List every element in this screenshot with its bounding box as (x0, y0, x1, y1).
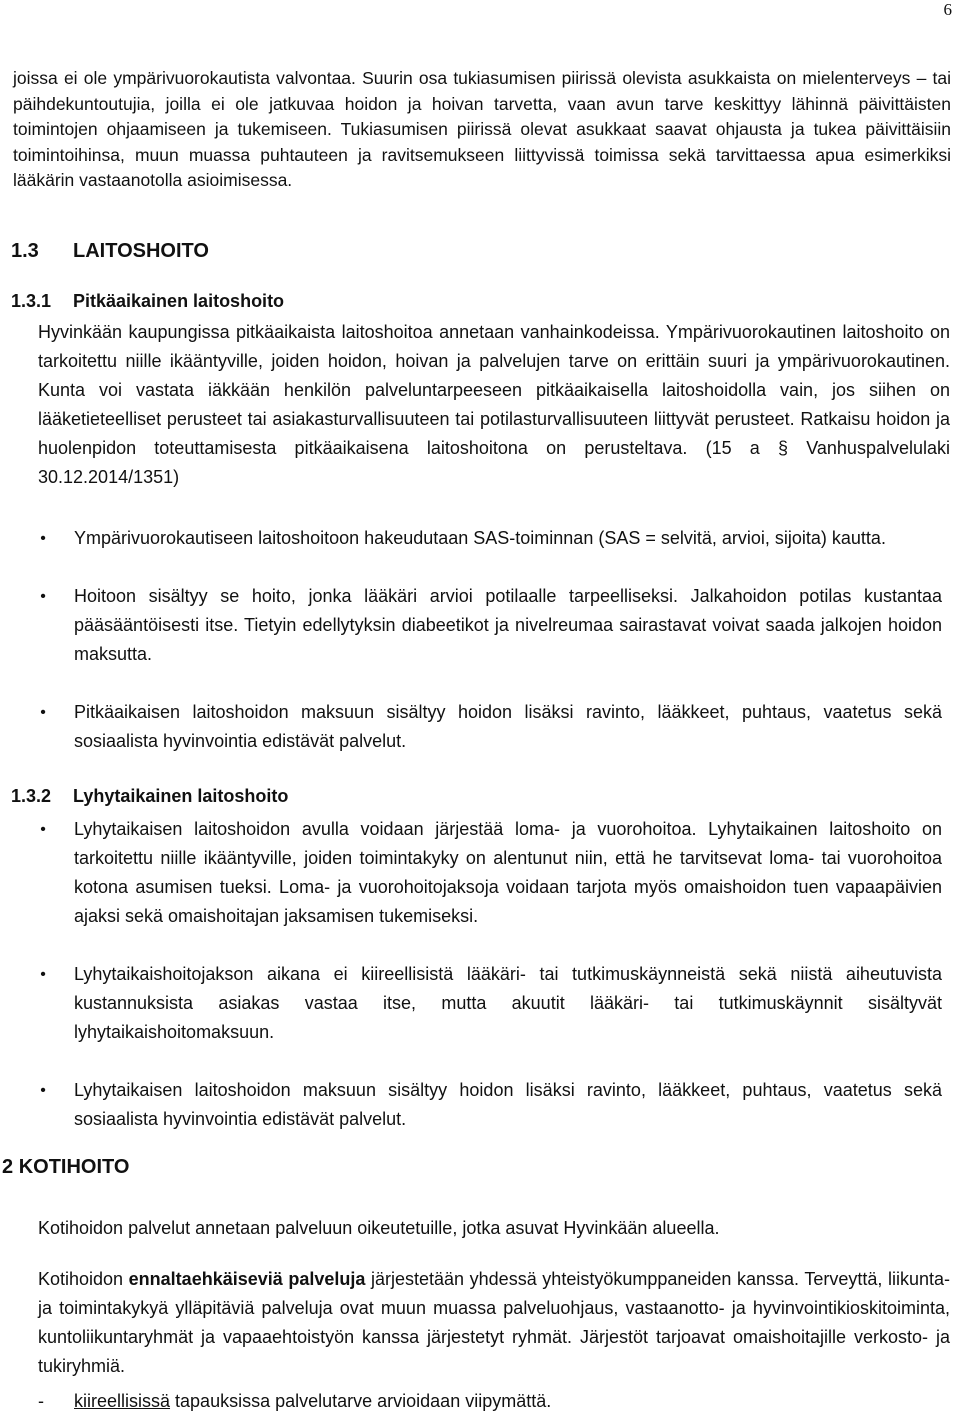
list-item-text: Ympärivuorokautiseen laitoshoitoon hakeudutaan SAS-toiminnan (SAS = selvitä, arvioi, sijoita) kautta. (74, 528, 886, 548)
page-number: 6 (943, 0, 952, 19)
dash-item-text: tapauksissa palvelutarve arvioidaan viipymättä. (170, 1391, 552, 1411)
list-item (0, 698, 942, 756)
dash-list-item (38, 1391, 551, 1412)
intro-paragraph: joissa ei ole ympärivuorokautista valvontaa. Suurin osa tukiasumisen piirissä olevista asukkaista on mielenterveys – tai päihdekuntoutujia, joilla ei ole jatkuvaa hoidon ja hoivan tarvetta, vaan avun tarve keskittyy lähinnä päivittäisten toimintojen ohjaamiseen ja tukemiseen. Tukiasumisen piirissä olevat asukkaat saavat ohjausta ja tukea päivittäisiin toimintoihinsa, muun muassa puhtauteen ja ravitsemukseen liittyvissä toimissa sekä tarvittaessa apua esimerkiksi lääkärin vastaanotolla asioimisessa. (13, 68, 951, 190)
bullet-icon: • (40, 588, 46, 605)
paragraph-body: järjestetään yhdessä yhteistyökumppaneiden kanssa. Terveyttä, liikunta- ja toimintakykyä ylläpitäviä palveluja ovat muun muassa palveluohjaus, vastaanotto- ja hyvinvointikioskitoiminta, kuntoliikuntaryhmät ja vapaaehtoistyön kanssa järjestetyt ryhmät. Järjestöt tarjoavat omaishoitajille verkosto- ja tukiryhmiä. (38, 1269, 950, 1376)
section-number: 1.3 (11, 240, 39, 262)
bullet-icon: • (40, 821, 46, 838)
home-care-paragraph-2 (38, 1265, 950, 1381)
short-term-care-bullets (0, 815, 960, 1134)
list-item-text: Hoitoon sisältyy se hoito, jonka lääkäri arvioi potilaalle tarpeelliseksi. Jalkahoidon potilas kustantaa pääsääntöisesti itse. Tietyin edellytyksin diabeetikot ja nivelreumaa sairastavat voivat saada jalkojen hoidon maksutta. (74, 586, 942, 664)
bullet-icon: • (40, 530, 46, 547)
list-item-text: Lyhytaikaishoitojakson aikana ei kiireellisistä lääkäri- tai tutkimuskäynneistä sekä niistä aiheutuvista kustannuksista asiakas vastaa itse, mutta akuutit lääkäri- tai tutkimuskäynnit sisältyvät lyhytaikaishoitomaksuun. (74, 964, 942, 1042)
long-term-care-bullets (0, 524, 960, 756)
bullet-icon: • (40, 704, 46, 721)
list-item (0, 582, 942, 669)
list-item (0, 524, 942, 553)
list-item (0, 960, 942, 1047)
section-title: Pitkäaikainen laitoshoito (73, 291, 285, 311)
section-title: KOTIHOITO (18, 1156, 130, 1178)
list-item-text: Pitkäaikaisen laitoshoidon maksuun sisältyy hoidon lisäksi ravinto, lääkkeet, puhtaus, vaatetus sekä sosiaalista hyvinvointia edistävät palvelut. (74, 702, 942, 751)
list-item-text: Lyhytaikaisen laitoshoidon avulla voidaan järjestää loma- ja vuorohoitoa. Lyhytaikainen laitoshoito on tarkoitettu niille ikääntyville, joiden toimintakyky on alentunut niin, että he tarvitsevat loma- tai vuorohoitoa kotona asumisen tueksi. Loma- ja vuorohoitojaksoja voidaan tarjota myös omaishoidon tuen vapaapäivien ajaksi sekä omaishoitajan jaksamisen tukemiseksi. (74, 819, 942, 926)
paragraph-prefix: Kotihoidon (38, 1269, 129, 1289)
section-heading-1-3 (11, 240, 209, 263)
emphasis-text: ennaltaehkäiseviä palveluja (128, 1269, 366, 1289)
section-title: LAITOSHOITO (73, 240, 209, 262)
section-number: 1.3.2 (11, 786, 52, 806)
bullet-icon: • (40, 966, 46, 983)
long-term-care-paragraph: Hyvinkään kaupungissa pitkäaikaista laitoshoitoa annetaan vanhainkodeissa. Ympärivuorokautinen laitoshoito on tarkoitettu niille ikääntyville, joiden hoidon, hoivan ja palvelujen tarve on erittäin suuri ja ympärivuorokautinen. Kunta voi vastata iäkkään henkilön palveluntarpeeseen pitkäaikaisella laitoshoidolla vain, jos siihen on lääketieteelliset perusteet tai asiakasturvallisuuteen tai potilasturvallisuuteen liittyvät perusteet. Ratkaisu hoidon ja huolenpidon toteuttamisesta pitkäaikaisena laitoshoitona on perusteltava. (15 a § Vanhuspalvelulaki 30.12.2014/1351) (38, 322, 950, 487)
section-heading-1-3-2 (11, 786, 288, 807)
bullet-icon: • (40, 1082, 46, 1099)
section-title: Lyhytaikainen laitoshoito (73, 786, 289, 806)
list-item-text: Lyhytaikaisen laitoshoidon maksuun sisältyy hoidon lisäksi ravinto, lääkkeet, puhtaus, vaatetus sekä sosiaalista hyvinvointia edistävät palvelut. (74, 1080, 942, 1129)
home-care-paragraph-1: Kotihoidon palvelut annetaan palveluun oikeutetuille, jotka asuvat Hyvinkään alueella. (38, 1218, 720, 1238)
section-heading-2 (2, 1156, 129, 1179)
section-number: 2 (2, 1156, 14, 1178)
list-item (0, 1076, 942, 1134)
underlined-term: kiireellisissä (74, 1391, 171, 1411)
section-heading-1-3-1 (11, 291, 284, 312)
section-number: 1.3.1 (11, 291, 52, 311)
list-item (0, 815, 942, 931)
dash-marker: - (38, 1391, 44, 1411)
